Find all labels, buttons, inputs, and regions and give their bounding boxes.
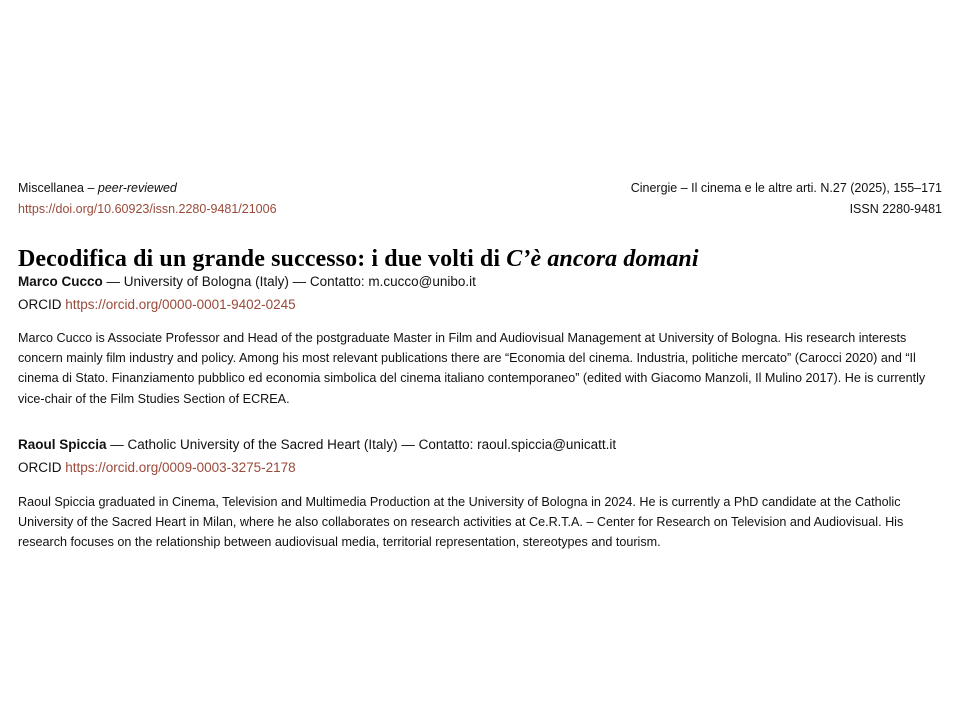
orcid-line	[18, 294, 942, 316]
authors-section	[18, 272, 942, 557]
title-italic: C’è ancora domani	[506, 246, 699, 273]
author-block	[18, 435, 942, 553]
author-line	[18, 435, 942, 456]
author-line	[18, 272, 942, 293]
article-section-text: Miscellanea –	[18, 181, 98, 195]
author-affiliation: — Catholic University of the Sacred Heart (Italy) — Contatto: raoul.spiccia@unicatt.it	[106, 437, 617, 453]
journal-citation: Cinergie – Il cinema e le altre arti. N.27 (2025), 155–171	[630, 181, 942, 195]
orcid-link[interactable]: https://orcid.org/0009-0003-3275-2178	[65, 460, 296, 475]
orcid-label: ORCID	[18, 460, 66, 475]
header-right	[631, 178, 942, 219]
orcid-label: ORCID	[18, 296, 66, 312]
author-name: Raoul Spiccia	[18, 437, 107, 453]
author-bio: Marco Cucco is Associate Professor and Head of the postgraduate Master in Film and Audiovisual Management at University of Bologna. His research interests concern mainly film industry and policy. Among his most relevant publications there are “Economia del cinema. Industria, politiche mercato” (Carocci 2020) and “Il cinema di Stato. Finanziamento pubblico ed economia simbolica del cinema italiano contemporaneo” (edited with Giacomo Manzoli, Il Mulino 2017). He is currently vice-chair of the Film Studies Section of ECREA.	[18, 330, 926, 406]
author-block	[18, 272, 942, 409]
article-section-label	[18, 178, 277, 199]
orcid-link[interactable]: https://orcid.org/0000-0001-9402-0245	[65, 296, 296, 312]
title-main: Decodifica di un grande successo: i due volti di	[18, 246, 507, 273]
author-affiliation: — University of Bologna (Italy) — Contatto: m.cucco@unibo.it	[102, 274, 476, 289]
issn-label: ISSN 2280-9481	[849, 201, 942, 216]
author-bio: Raoul Spiccia graduated in Cinema, Television and Multimedia Production at the University of Bologna in 2024. He is currently a PhD candidate at the Catholic University of the Sacred Heart in Milan, where he also collaborates on research activities at Ce.R.T.A. – Center for Research on Television and Audiovisual. His research focuses on the relationship between audiovisual media, territorial representation, stereotypes and tourism.	[18, 494, 904, 550]
page-title	[18, 244, 942, 274]
peer-reviewed-label: peer-reviewed	[97, 181, 177, 195]
article-header	[18, 178, 942, 219]
orcid-line	[18, 457, 942, 479]
header-left	[18, 178, 277, 219]
author-name: Marco Cucco	[18, 274, 103, 289]
doi-link[interactable]: https://doi.org/10.60923/issn.2280-9481/21006	[18, 201, 277, 216]
